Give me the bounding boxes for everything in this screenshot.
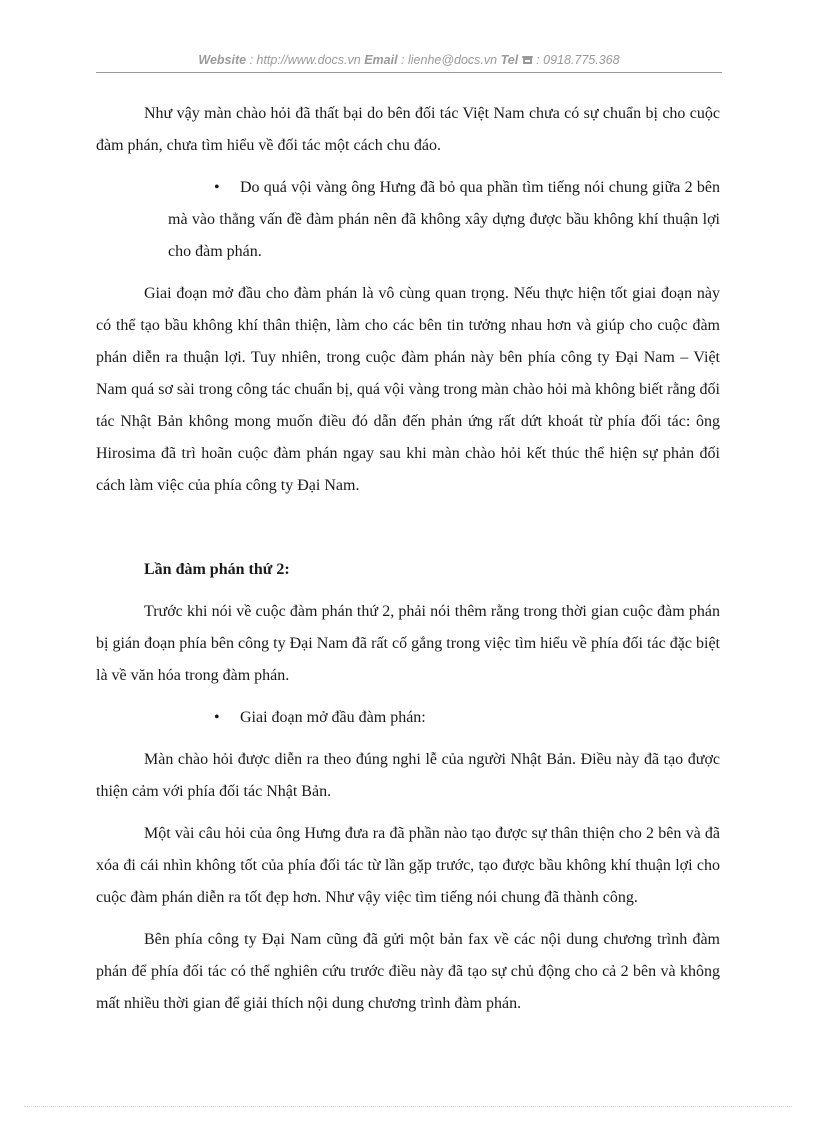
paragraph-5: Một vài câu hỏi của ông Hưng đưa ra đã phần nào tạo được sự thân thiện cho 2 bên và đã xóa đi cái nhìn không tốt của phía đối tác từ lần gặp trước, tạo được bầu không khí thuận lợi cho cuộc đàm phán diễn ra tốt đẹp hơn. Như vậy việc tìm tiếng nói chung đã thành công. — [96, 825, 720, 906]
bullet-item-1 — [96, 172, 720, 268]
tel-label: Tel — [500, 53, 519, 67]
bullet-text: Giai đoạn mở đầu đàm phán: — [240, 709, 426, 726]
document-body — [96, 98, 720, 1030]
section-heading: Lần đàm phán thứ 2: — [144, 561, 290, 578]
phone-icon — [522, 53, 536, 67]
tel-value: : 0918.775.368 — [536, 53, 620, 67]
page-header — [96, 50, 722, 73]
email-label: Email — [364, 53, 398, 67]
page-bottom-divider — [24, 1106, 792, 1107]
bullet-dot: • — [214, 709, 220, 726]
paragraph-4: Màn chào hỏi được diễn ra theo đúng nghi lễ của người Nhật Bản. Điều này đã tạo được thiện cảm với phía đối tác Nhật Bản. — [96, 751, 720, 800]
bullet-item-2 — [96, 702, 720, 734]
paragraph-1: Như vậy màn chào hỏi đã thất bại do bên đối tác Việt Nam chưa có sự chuẩn bị cho cuộc đàm phán, chưa tìm hiểu về đối tác một cách chu đáo. — [96, 105, 720, 154]
paragraph-2: Giai đoạn mở đầu cho đàm phán là vô cùng quan trọng. Nếu thực hiện tốt giai đoạn này có thể tạo bầu không khí thân thiện, làm cho các bên tin tưởng nhau hơn và giúp cho cuộc đàm phán diễn ra thuận lợi. Tuy nhiên, trong cuộc đàm phán này bên phía công ty Đại Nam – Việt Nam quá sơ sài trong công tác chuẩn bị, quá vội vàng trong màn chào hỏi mà không biết rằng đối tác Nhật Bản không mong muốn điều đó dẫn đến phản ứng rất dứt khoát từ phía đối tác: ông Hirosima đã trì hoãn cuộc đàm phán ngay sau khi màn chào hỏi kết thúc thể hiện sự phản đối cách làm việc của phía công ty Đại Nam. — [96, 285, 720, 494]
bullet-dot: • — [214, 179, 220, 196]
email-value: : lienhe@docs.vn — [397, 53, 501, 67]
paragraph-3: Trước khi nói về cuộc đàm phán thứ 2, phải nói thêm rằng trong thời gian cuộc đàm phán bị gián đoạn phía bên công ty Đại Nam đã rất cố gắng trong việc tìm hiểu về phía đối tác đặc biệt là về văn hóa trong đàm phán. — [96, 603, 720, 684]
website-label: Website — [198, 53, 247, 67]
paragraph-6: Bên phía công ty Đại Nam cũng đã gửi một bản fax về các nội dung chương trình đàm phán để phía đối tác có thể nghiên cứu trước điều này đã tạo sự chủ động cho cả 2 bên và không mất nhiều thời gian để giải thích nội dung chương trình đàm phán. — [96, 931, 720, 1012]
website-value: : http://www.docs.vn — [246, 53, 365, 67]
bullet-text: Do quá vội vàng ông Hưng đã bỏ qua phần tìm tiếng nói chung giữa 2 bên mà vào thẳng vấn đề đàm phán nên đã không xây dựng được bầu không khí thuận lợi cho đàm phán. — [168, 179, 720, 260]
